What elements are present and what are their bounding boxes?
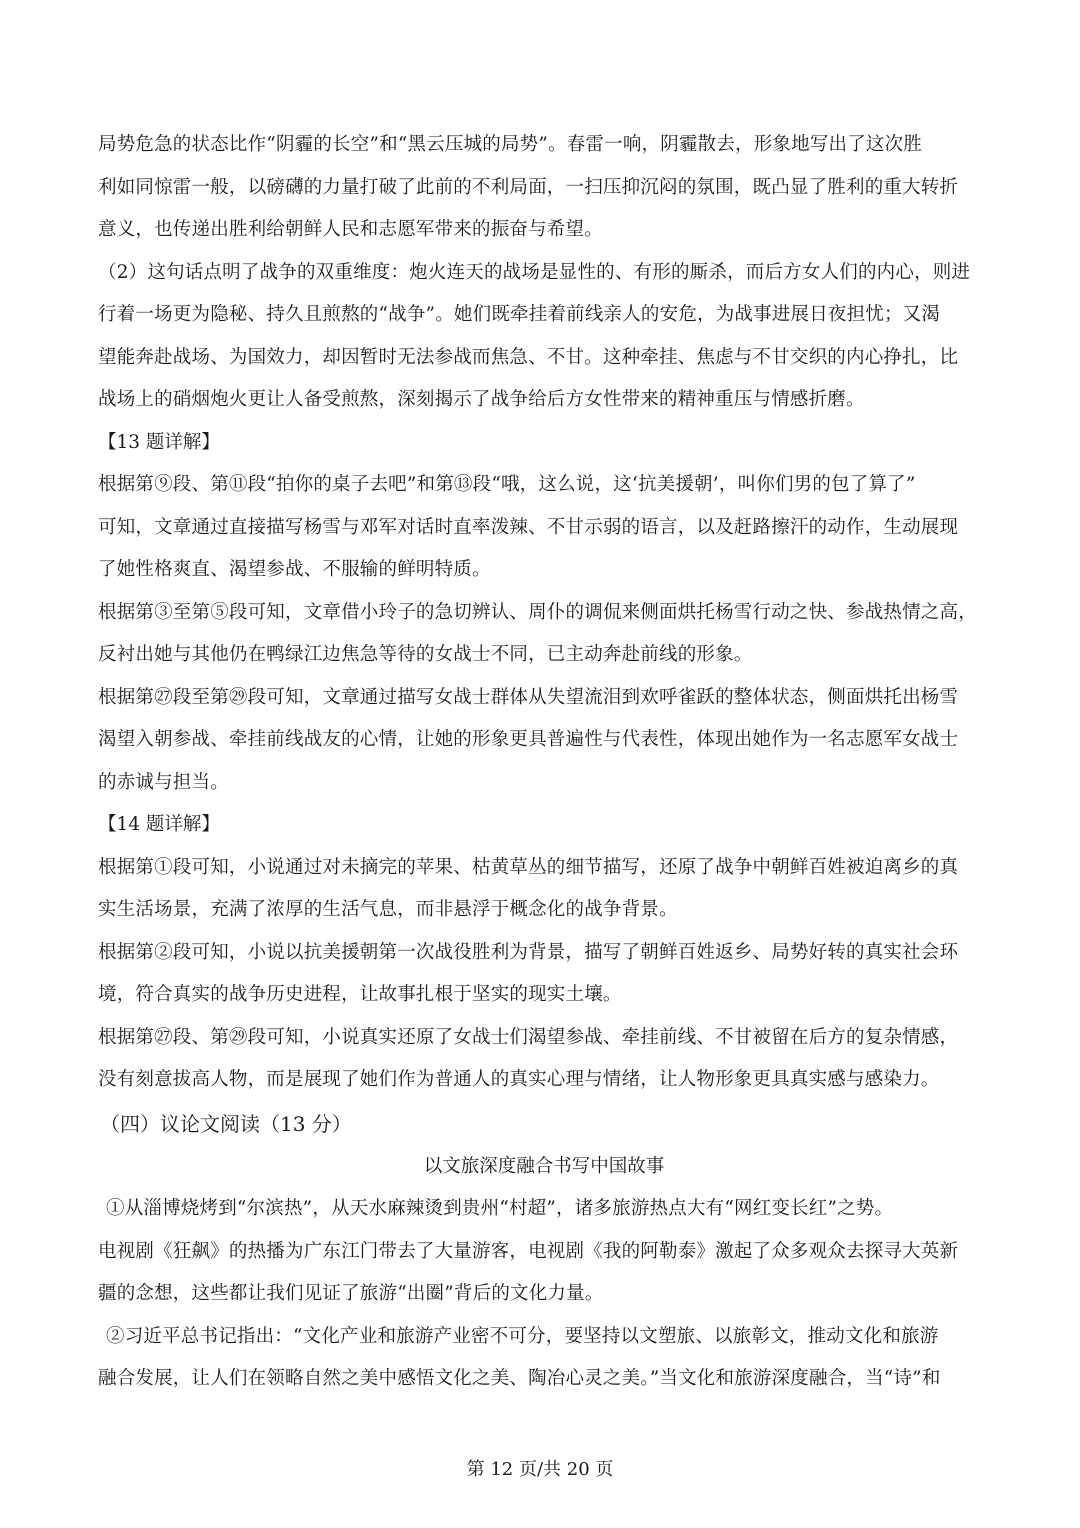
text-line: 根据第①段可知，小说通过对未摘完的苹果、枯黄草丛的细节描写，还原了战争中朝鲜百姓被迫离乡的真	[98, 856, 959, 878]
text-line: 根据第⑨段、第⑪段“拍你的桌子去吧”和第⑬段“哦，这么说，这‘抗美援朝’，叫你们男的包了算了”	[98, 474, 916, 495]
text-line: 望能奔赴战场、为国效力，却因暂时无法参战而焦急、不甘。这种牵挂、焦虑与不甘交织的内心挣扎，比	[98, 346, 959, 368]
paragraph-start-line: ②习近平总书记指出：“文化产业和旅游产业密不可分，要坚持以文塑旅、以旅彰文，推动文化和旅游	[106, 1325, 939, 1347]
essay-title: 以文旅深度融合书写中国故事	[423, 1155, 665, 1177]
text-line: 没有刻意拔高人物，而是展现了她们作为普通人的真实心理与情绪，让人物形象更具真实感与感染力。	[98, 1069, 940, 1090]
text-line: 局势危急的状态比作“阴霾的长空”和“黑云压城的局势”。春雷一响，阴霾散去，形象地写出了这次胜	[98, 134, 923, 155]
text-line: 根据第②段可知，小说以抗美援朝第一次战役胜利为背景，描写了朝鲜百姓返乡、局势好转的真实社会环	[98, 941, 959, 963]
text-line: 了她性格爽直、渴望参战、不服输的鲜明特质。	[98, 559, 491, 580]
text-line: 根据第③至第⑤段可知，文章借小玲子的急切辨认、周仆的调侃来侧面烘托杨雪行动之快、参战热情之高，	[98, 601, 977, 623]
text-line: 电视剧《狂飙》的热播为广东江门带去了大量游客，电视剧《我的阿勒泰》激起了众多观众去探寻大英新	[98, 1240, 959, 1262]
text-line: 根据第㉗段、第㉙段可知，小说真实还原了女战士们渴望参战、牵挂前线、不甘被留在后方的复杂情感，	[98, 1026, 959, 1048]
text-line: 可知，文章通过直接描写杨雪与邓军对话时直率泼辣、不甘示弱的语言，以及赶路擦汗的动作，生动展现	[98, 516, 959, 538]
text-line: 根据第㉗段至第㉙段可知，文章通过描写女战士群体从失望流泪到欢呼雀跃的整体状态，侧面烘托出杨雪	[98, 686, 959, 708]
text-line: 融合发展，让人们在领略自然之美中感悟文化之美、陶冶心灵之美。”当文化和旅游深度融合，当“诗”和	[98, 1368, 941, 1389]
text-line: 反衬出她与其他仍在鸭绿江边焦急等待的女战士不同，已主动奔赴前线的形象。	[98, 644, 753, 665]
text-line: 疆的念想，这些都让我们见证了旅游“出圈”背后的文化力量。	[98, 1283, 604, 1304]
document-body	[98, 124, 990, 1401]
text-line: 战场上的硝烟炮火更让人备受煎熬，深刻揭示了战争给后方女性带来的精神重压与情感折磨。	[98, 389, 865, 410]
question-heading: 【13 题详解】	[98, 431, 220, 453]
text-line: 境，符合真实的战争历史进程，让故事扎根于坚实的现实土壤。	[98, 984, 622, 1005]
text-line: 渴望入朝参战、牵挂前线战友的心情，让她的形象更具普遍性与代表性，体现出她作为一名志愿军女战士	[98, 729, 959, 750]
section-title: （四）议论文阅读（13 分）	[100, 1111, 352, 1136]
text-line: 意义，也传递出胜利给朝鲜人民和志愿军带来的振奋与希望。	[98, 219, 603, 240]
text-line: 实生活场景，充满了浓厚的生活气息，而非悬浮于概念化的战争背景。	[98, 899, 678, 920]
text-line: 利如同惊雷一般，以磅礴的力量打破了此前的不利局面，一扫压抑沉闷的氛围，既凸显了胜利的重大转折	[98, 176, 959, 198]
text-line: （2）这句话点明了战争的双重维度：炮火连天的战场是显性的、有形的厮杀，而后方女人们的内心，则进	[98, 261, 971, 283]
page-number: 第 12 页/共 20 页	[466, 1459, 614, 1480]
text-line: 行着一场更为隐秘、持久且煎熬的“战争”。她们既牵挂着前线亲人的安危，为战事进展日夜担忧；又渴	[98, 304, 941, 325]
paragraph-start-line: ①从淄博烧烤到“尔滨热”，从天水麻辣烫到贵州“村超”，诸多旅游热点大有“网红变长红”之势。	[106, 1198, 894, 1219]
question-heading: 【14 题详解】	[98, 814, 220, 835]
text-line: 的赤诚与担当。	[98, 771, 229, 793]
